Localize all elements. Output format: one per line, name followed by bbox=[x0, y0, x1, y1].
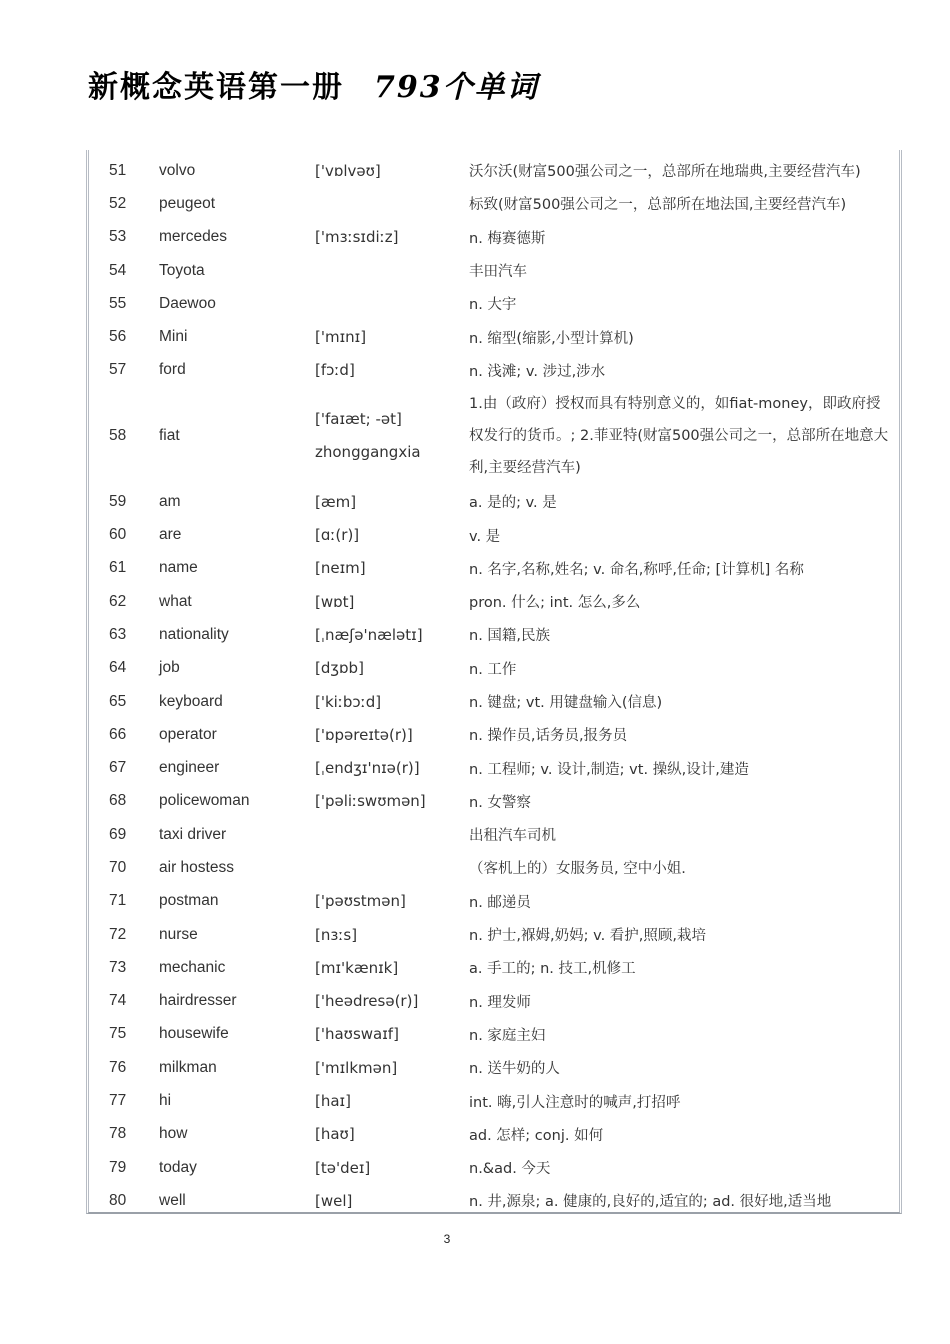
phonetic: ['haʊswaɪf] bbox=[315, 1025, 399, 1044]
table-row bbox=[89, 785, 899, 818]
word: volvo bbox=[159, 161, 196, 179]
word: are bbox=[159, 526, 182, 544]
row-number: 52 bbox=[109, 194, 127, 212]
table-row bbox=[89, 518, 899, 551]
meaning: n. 女警察 bbox=[469, 794, 531, 811]
phonetic: [neɪm] bbox=[315, 559, 366, 578]
word: fiat bbox=[159, 427, 180, 445]
table-row bbox=[89, 1118, 899, 1151]
meaning: n. 名字,名称,姓名; v. 命名,称呼,任命; [计算机] 名称 bbox=[469, 561, 804, 578]
title-main: 新概念英语第一册 bbox=[88, 70, 344, 105]
row-number: 65 bbox=[109, 692, 127, 710]
phonetic: [fɔːd] bbox=[315, 361, 355, 380]
meaning: n. 工作 bbox=[469, 661, 517, 678]
word: engineer bbox=[159, 759, 220, 777]
phonetic: ['ɒpəreɪtə(r)] bbox=[315, 725, 413, 744]
word: ford bbox=[159, 361, 186, 379]
meaning: pron. 什么; int. 怎么,多么 bbox=[469, 595, 641, 612]
row-number: 63 bbox=[109, 625, 127, 643]
phonetic: ['kiːbɔːd] bbox=[315, 692, 382, 711]
table-row bbox=[89, 751, 899, 784]
meaning: 丰田汽车 bbox=[469, 264, 527, 281]
row-number: 75 bbox=[109, 1025, 127, 1043]
document-title bbox=[88, 62, 539, 106]
meaning: n. 理发师 bbox=[469, 994, 531, 1011]
meaning: n. 梅赛德斯 bbox=[469, 230, 546, 247]
word: how bbox=[159, 1125, 188, 1143]
table-row bbox=[89, 685, 899, 718]
word: housewife bbox=[159, 1025, 229, 1043]
row-number: 71 bbox=[109, 892, 127, 910]
table-row bbox=[89, 187, 899, 220]
row-number: 80 bbox=[109, 1191, 127, 1209]
meaning: （客机上的）女服务员, 空中小姐. bbox=[469, 861, 686, 878]
table-row bbox=[89, 985, 899, 1018]
phonetic: [haʊ] bbox=[315, 1125, 355, 1144]
word: name bbox=[159, 559, 198, 577]
meaning: n. 缩型(缩影,小型计算机) bbox=[469, 330, 634, 347]
meaning: n. 键盘; vt. 用键盘输入(信息) bbox=[469, 695, 663, 711]
table-row bbox=[89, 951, 899, 984]
word: operator bbox=[159, 725, 217, 743]
word: hi bbox=[159, 1092, 172, 1110]
row-number: 57 bbox=[109, 361, 127, 379]
row-number: 77 bbox=[109, 1092, 127, 1110]
meaning: n. 井,源泉; a. 健康的,良好的,适宜的; ad. 很好地,适当地 bbox=[469, 1194, 832, 1211]
word: peugeot bbox=[159, 194, 216, 212]
row-number: 78 bbox=[109, 1125, 127, 1143]
row-number: 59 bbox=[109, 492, 127, 510]
word: nationality bbox=[159, 625, 229, 643]
word: keyboard bbox=[159, 692, 223, 710]
row-number: 58 bbox=[109, 427, 127, 445]
phonetic: ['mɜːsɪdiːz] bbox=[315, 228, 399, 247]
word: nurse bbox=[159, 925, 198, 943]
row-number: 60 bbox=[109, 526, 127, 544]
phonetic: [haɪ] bbox=[315, 1092, 351, 1111]
word: Daewoo bbox=[159, 294, 216, 312]
row-number: 64 bbox=[109, 659, 127, 677]
phonetic: [dʒɒb] bbox=[315, 659, 364, 678]
meaning: n. 护士,褓姆,奶妈; v. 看护,照顾,栽培 bbox=[469, 928, 707, 945]
row-number: 70 bbox=[109, 858, 127, 876]
meaning: 沃尔沃(财富500强公司之一，总部所在地瑞典,主要经营汽车) bbox=[469, 164, 861, 181]
word: hairdresser bbox=[159, 992, 237, 1010]
phonetic: ['vɒlvəʊ] bbox=[315, 161, 381, 180]
word: taxi driver bbox=[159, 825, 227, 843]
phonetic: [ˌendʒɪ'nɪə(r)] bbox=[315, 759, 420, 778]
phonetic: [ɑː(r)] bbox=[315, 526, 360, 545]
meaning: int. 嗨,引人注意时的喊声,打招呼 bbox=[469, 1094, 681, 1111]
table-row bbox=[89, 287, 899, 320]
word: policewoman bbox=[159, 792, 250, 810]
phonetic-line: zhonggangxia bbox=[315, 443, 421, 462]
row-number: 67 bbox=[109, 759, 127, 777]
table-row bbox=[89, 718, 899, 751]
word: am bbox=[159, 492, 181, 510]
table-row bbox=[89, 1084, 899, 1117]
table-row bbox=[89, 485, 899, 518]
meaning: a. 手工的; n. 技工,机修工 bbox=[469, 961, 636, 978]
phonetic: [wel] bbox=[315, 1191, 353, 1210]
word: Toyota bbox=[159, 261, 205, 279]
table-row bbox=[89, 387, 899, 485]
meaning: n. 国籍,民族 bbox=[469, 628, 551, 645]
phonetic: ['pəʊstmən] bbox=[315, 892, 406, 911]
phonetic: [æm] bbox=[315, 492, 357, 511]
row-number: 53 bbox=[109, 228, 127, 246]
table-row bbox=[89, 354, 899, 387]
phonetic: [wɒt] bbox=[315, 592, 355, 611]
table-row bbox=[89, 552, 899, 585]
phonetic: [tə'deɪ] bbox=[315, 1158, 371, 1177]
word: milkman bbox=[159, 1058, 217, 1076]
phonetic bbox=[315, 387, 465, 485]
vocabulary-table bbox=[89, 154, 899, 1218]
meaning: n. 送牛奶的人 bbox=[469, 1061, 560, 1078]
table-row bbox=[89, 1018, 899, 1051]
phonetic: [ˌnæʃə'nælətɪ] bbox=[315, 625, 423, 644]
meaning: 1.由（政府）授权而具有特别意义的，如fiat-money，即政府授权发行的货币。; 2.菲亚特(财富500强公司之一，总部所在地意大利,主要经营汽车) bbox=[469, 396, 889, 477]
row-number: 72 bbox=[109, 925, 127, 943]
row-number: 66 bbox=[109, 725, 127, 743]
row-number: 68 bbox=[109, 792, 127, 810]
table-row bbox=[89, 818, 899, 851]
phonetic: [mɪ'kænɪk] bbox=[315, 958, 399, 977]
phonetic bbox=[315, 187, 465, 220]
table-row bbox=[89, 918, 899, 951]
table-row bbox=[89, 618, 899, 651]
row-number: 61 bbox=[109, 559, 127, 577]
table-row bbox=[89, 885, 899, 918]
phonetic: ['heədresə(r)] bbox=[315, 992, 419, 1011]
meaning: n. 大宇 bbox=[469, 297, 517, 314]
table-row bbox=[89, 585, 899, 618]
row-number: 51 bbox=[109, 161, 127, 179]
phonetic: ['mɪnɪ] bbox=[315, 328, 367, 347]
word: job bbox=[159, 659, 180, 677]
meaning: n. 工程师; v. 设计,制造; vt. 操纵,设计,建造 bbox=[469, 761, 749, 778]
meaning: 出租汽车司机 bbox=[469, 828, 556, 845]
phonetic: ['pəliːswʊmən] bbox=[315, 792, 426, 811]
meaning: n.&ad. 今天 bbox=[469, 1161, 551, 1178]
meaning: 标致(财富500强公司之一，总部所在地法国,主要经营汽车) bbox=[469, 197, 847, 214]
word: well bbox=[159, 1191, 186, 1209]
table-row bbox=[89, 1184, 899, 1217]
row-number: 76 bbox=[109, 1058, 127, 1076]
meaning: n. 邮递员 bbox=[469, 894, 531, 911]
vocabulary-table-frame bbox=[86, 150, 902, 1214]
meaning: n. 家庭主妇 bbox=[469, 1027, 546, 1044]
row-number: 62 bbox=[109, 592, 127, 610]
table-row bbox=[89, 1051, 899, 1084]
table-row bbox=[89, 221, 899, 254]
table-row bbox=[89, 652, 899, 685]
phonetic bbox=[315, 254, 465, 287]
table-row bbox=[89, 154, 899, 187]
phonetic: ['mɪlkmən] bbox=[315, 1058, 398, 1077]
word: air hostess bbox=[159, 858, 234, 876]
table-row bbox=[89, 320, 899, 353]
row-number: 54 bbox=[109, 261, 127, 279]
meaning: ad. 怎样; conj. 如何 bbox=[469, 1127, 604, 1144]
row-number: 56 bbox=[109, 328, 127, 346]
page-number: 3 bbox=[443, 1232, 451, 1246]
word: mechanic bbox=[159, 958, 226, 976]
row-number: 74 bbox=[109, 992, 127, 1010]
phonetic bbox=[315, 287, 465, 320]
row-number: 79 bbox=[109, 1158, 127, 1176]
row-number: 73 bbox=[109, 958, 127, 976]
row-number: 55 bbox=[109, 294, 127, 312]
meaning: n. 操作员,话务员,报务员 bbox=[469, 728, 628, 745]
meaning: v. 是 bbox=[469, 528, 501, 545]
meaning: n. 浅滩; v. 涉过,涉水 bbox=[469, 363, 606, 380]
phonetic-line: ['faɪæt; -ət] bbox=[315, 410, 402, 429]
phonetic bbox=[315, 851, 465, 884]
table-row bbox=[89, 1151, 899, 1184]
word: mercedes bbox=[159, 228, 228, 246]
word: today bbox=[159, 1158, 197, 1176]
word: what bbox=[159, 592, 192, 610]
phonetic bbox=[315, 818, 465, 851]
meaning: a. 是的; v. 是 bbox=[469, 495, 557, 512]
table-row bbox=[89, 851, 899, 884]
title-word-count: 793个单词 bbox=[374, 70, 539, 105]
word: Mini bbox=[159, 328, 188, 346]
table-row bbox=[89, 254, 899, 287]
word: postman bbox=[159, 892, 219, 910]
row-number: 69 bbox=[109, 825, 127, 843]
phonetic: [nɜːs] bbox=[315, 925, 358, 944]
